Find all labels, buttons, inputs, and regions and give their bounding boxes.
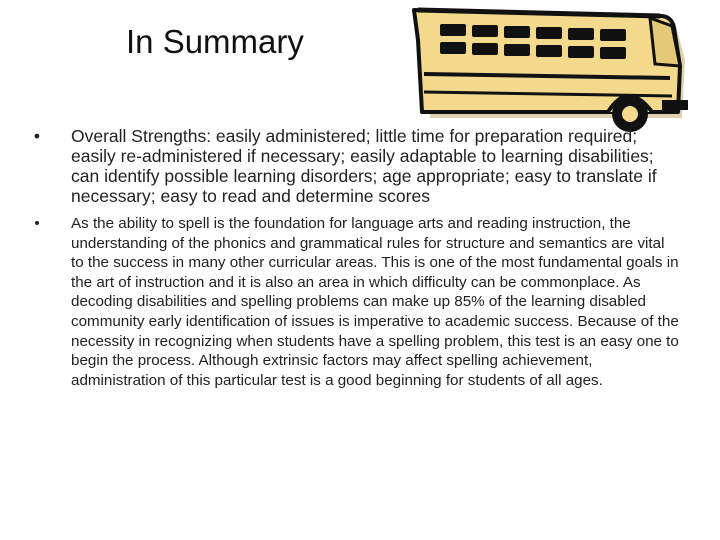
bullet-item [30,126,680,206]
bullet-glyph: • [34,215,40,232]
bullet-text: Overall Strengths: easily administered; little time for preparation required; easily re-administered if necessary; easily adaptable to learning disabilities; can identify possible learning disorders; age appropriate; easy to translate if necessary; easy to read and determine scores [71,126,657,206]
bullet-item [30,214,680,390]
bullet-list [30,126,680,390]
bullet-glyph: • [33,126,41,146]
slide-title: In Summary [126,23,304,60]
school-bus-icon [400,0,700,135]
bullet-text: As the ability to spell is the foundation for language arts and reading instruction, the understanding of the phonics and grammatical rules for structure and semantics are vital to the success in many other curricular areas. This is one of the most fundamental goals in the art of instruction and it is also an area in which difficulty can be commonplace. As decoding disabilities and spelling problems can make up 85% of the learning disabled community early identification of issues is imperative to academic success. Because of the necessity in recognizing when students have a spelling problem, this test is an easy one to begin the process. Although extrinsic factors may affect spelling achievement, administration of this particular test is a good beginning for students of all ages. [71,215,679,389]
